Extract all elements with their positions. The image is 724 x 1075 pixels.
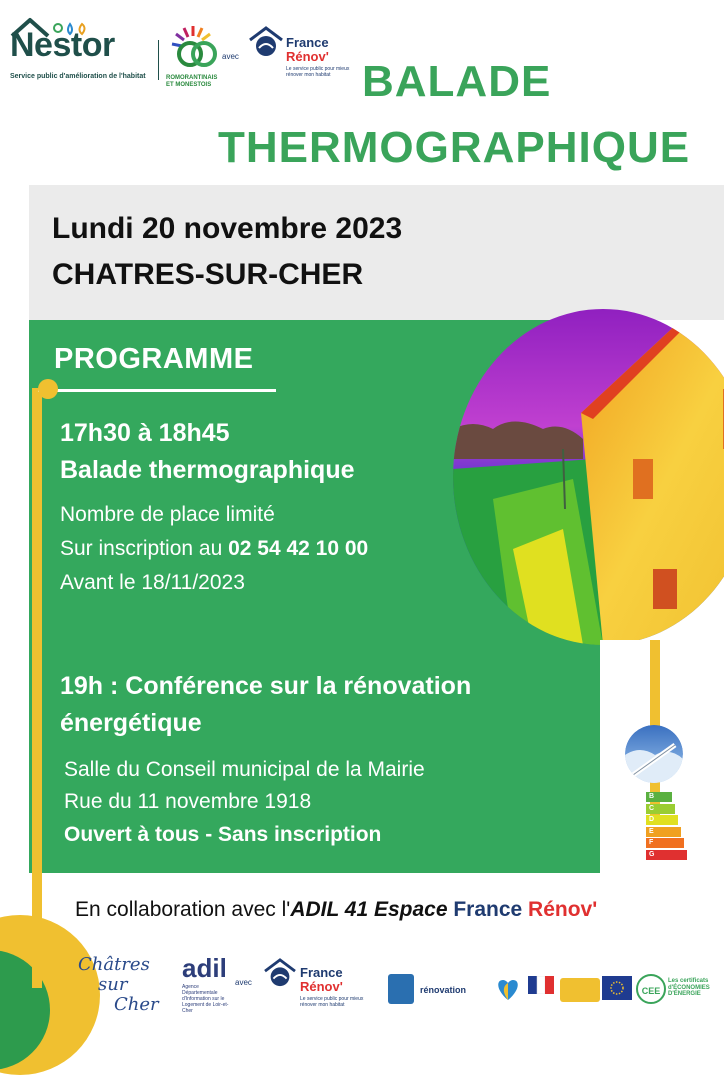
energy-bar-c: C [646,804,675,814]
walk-deadline: Avant le 18/11/2023 [60,571,245,594]
conference-street: Rue du 11 novembre 1918 [64,790,312,813]
conference-title-line-1: 19h : Conférence sur la rénovation [60,672,472,700]
france-renov-tagline-footer: Le service public pour mieux rénover mon habitat [300,996,364,1008]
france-renov-house-icon-footer [262,958,298,988]
decorative-yellow-dot [38,379,58,399]
title-line-2: THERMOGRAPHIQUE [218,123,691,172]
energy-bar-f: F [646,838,684,848]
energy-bar-b: B [646,792,672,802]
france-renov-logo-text: France Rénov' [286,35,329,64]
loir-et-cher-logo [388,974,414,1004]
europe-sengage-logo [560,978,600,1002]
cee-logo: CEE [636,974,666,1004]
centre-val-de-loire-heart-icon [494,976,522,1002]
republique-francaise-flag-icon [528,976,554,994]
cee-text: Les certificats d'ÉCONOMIES D'ÉNERGIE [668,978,710,998]
walk-places: Nombre de place limité [60,503,275,526]
conference-title-line-2: énergétique [60,709,202,737]
phone-number: 02 54 42 10 00 [228,537,369,560]
avec-label-footer: avec [235,978,252,987]
adil-logo: adil [182,953,227,983]
energy-bar-g: G [646,850,687,860]
centre-renovation-logo: rénovation [420,985,467,995]
decorative-yellow-line [32,388,42,988]
conference-open: Ouvert à tous - Sans inscription [64,823,382,846]
walk-time: 17h30 à 18h45 [60,419,230,447]
event-place: CHATRES-SUR-CHER [52,258,364,291]
nestor-logo-text: Nestor [10,26,115,64]
walk-title: Balade thermographique [60,456,355,484]
collaboration-line: En collaboration avec l'ADIL 41 Espace France Rénov' [75,898,598,921]
date-band [29,185,724,320]
programme-heading: PROGRAMME [54,343,254,375]
eu-flag-icon [602,976,632,1000]
partner-subtitle: ROMORANTINAIS ET MONESTOIS [166,75,218,88]
conference-room: Salle du Conseil municipal de la Mairie [64,758,425,781]
solar-panel-sky-icon [625,725,683,783]
title-line-1: BALADE [362,57,552,106]
chatres-sur-cher-logo: Châtres sur Cher [78,954,159,1015]
event-date: Lundi 20 novembre 2023 [52,212,403,245]
avec-label: avec [222,52,239,61]
walk-signup: Sur inscription au 02 54 42 10 00 [60,537,369,560]
communaute-communes-logo-icon [166,22,220,72]
energy-bar-d: D [646,815,678,825]
header-separator [158,40,159,80]
adil-tagline: Agence Départementale d'Information sur le Logement de Loir-et-Cher [182,984,229,1014]
france-renov-tagline: Le service public pour mieux rénover mon habitat [286,66,350,78]
nestor-tagline: Service public d'amélioration de l'habitat [10,73,146,80]
programme-underline [38,389,276,392]
france-renov-logo-text-footer: France Rénov' [300,965,343,994]
france-renov-house-icon [248,26,284,58]
energy-bar-e: E [646,827,681,837]
